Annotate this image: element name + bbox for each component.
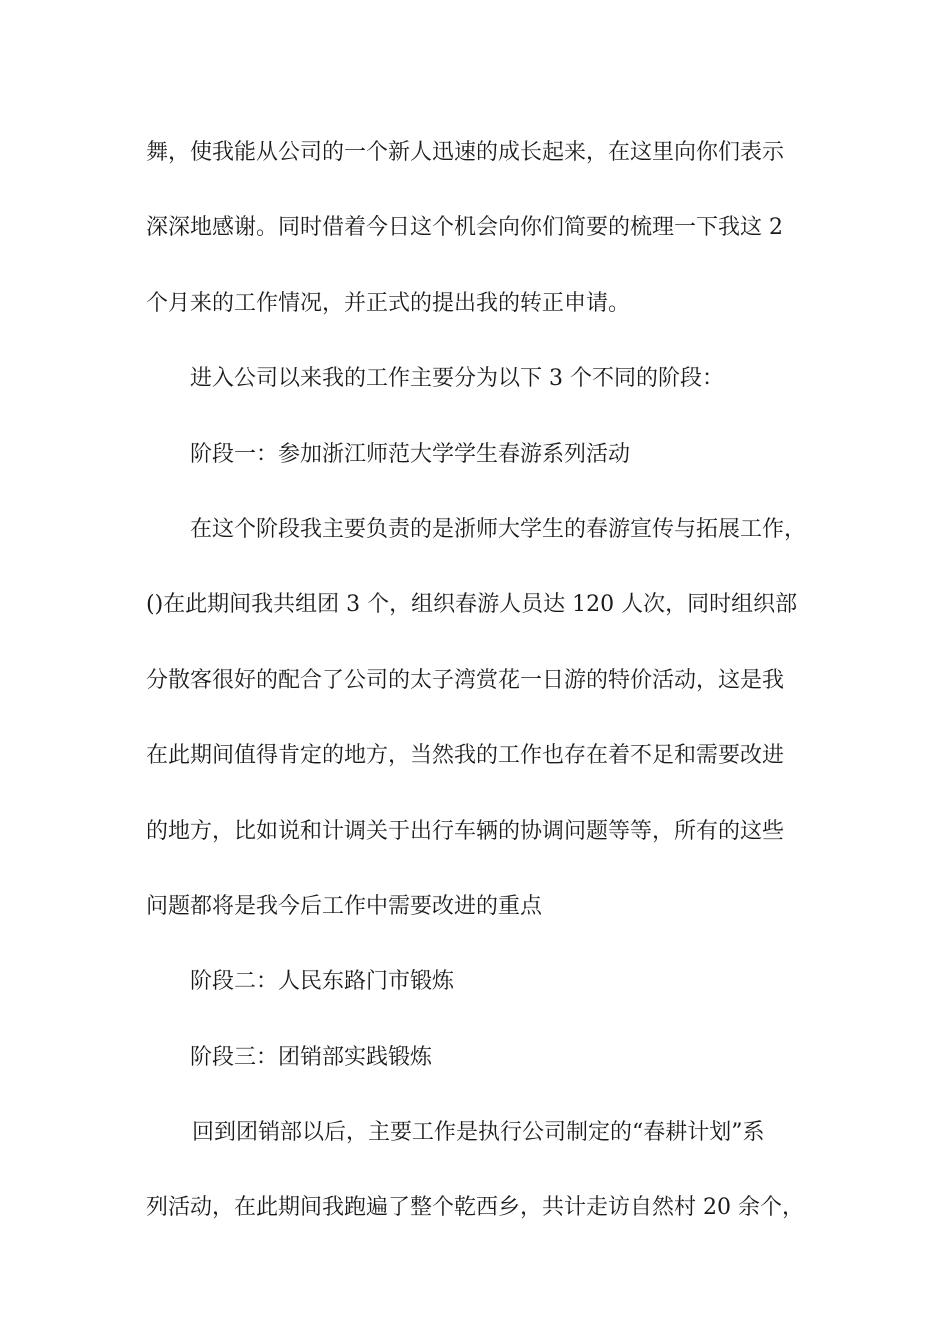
stage-three-heading: 阶段三：团销部实践锻炼 <box>190 1044 433 1070</box>
text-line: 的地方，比如说和计调关于出行车辆的协调问题等等，所有的这些 <box>146 818 785 844</box>
paragraph-intro: 进入公司以来我的工作主要分为以下 3 个不同的阶段： <box>190 366 724 392</box>
stage-one-heading: 阶段一：参加浙江师范大学学生春游系列活动 <box>190 441 631 467</box>
text-line: 个月来的工作情况，并正式的提出我的转正申请。 <box>146 290 631 316</box>
text-line: 舞，使我能从公司的一个新人迅速的成长起来，在这里向你们表示 <box>146 140 785 165</box>
text-line: ()在此期间我共组团 3 个，组织春游人员达 120 人次，同时组织部 <box>146 592 798 618</box>
text-line: 列活动，在此期间我跑遍了整个乾西乡，共计走访自然村 20 余个， <box>146 1195 804 1221</box>
document-body <box>146 126 826 1257</box>
stage-two-heading: 阶段二：人民东路门市锻炼 <box>190 969 455 995</box>
text-line: 在这个阶段我主要负责的是浙师大学生的春游宣传与拓展工作， <box>190 516 807 542</box>
text-line: 在此期间值得肯定的地方，当然我的工作也存在着不足和需要改进 <box>146 743 785 769</box>
text-line: 回到团销部以后，主要工作是执行公司制定的“春耕计划”系 <box>192 1120 765 1146</box>
text-line: 深深地感谢。同时借着今日这个机会向你们简要的梳理一下我这 2 <box>146 215 783 241</box>
text-line: 分散客很好的配合了公司的太子湾赏花一日游的特价活动，这是我 <box>146 667 785 693</box>
text-line: 问题都将是我今后工作中需要改进的重点 <box>146 893 543 919</box>
